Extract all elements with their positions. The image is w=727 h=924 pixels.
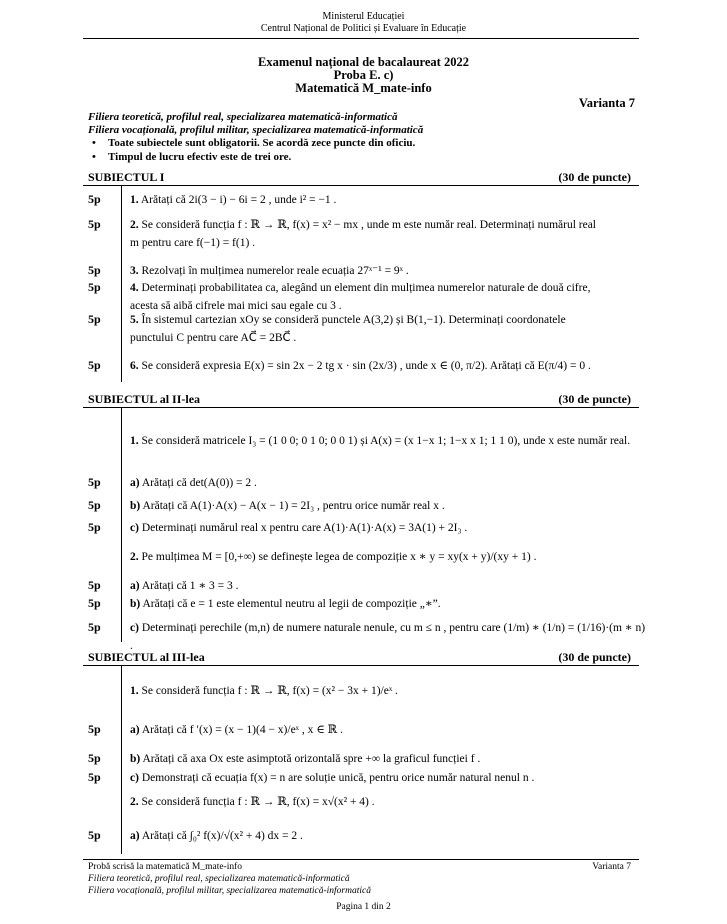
- points-label: 5p: [88, 770, 101, 784]
- question: 5. În sistemul cartezian xOy se consideră punctele A(3,2) și B(1,−1). Determinați coordonatele punctului C pentru care AC⃗ = 2BC⃗ .: [130, 314, 566, 344]
- points-label: 5p: [88, 828, 101, 842]
- question: 4. Determinați probabilitatea ca, alegând un element din mulțimea numerelor naturale de două cifre, acesta să aibă cifrele mai mici sau egale cu 3 .: [130, 282, 591, 312]
- instruction-bullet: • Toate subiectele sunt obligatorii. Se acordă zece puncte din oficiu.: [92, 137, 416, 149]
- points-label: 5p: [88, 596, 101, 610]
- points-label: 5p: [88, 217, 101, 231]
- section-title-3: SUBIECTUL al III-lea: [88, 650, 205, 664]
- question: 6. Se consideră expresia E(x) = sin 2x − 2 tg x · sin (2x/3) , unde x ∈ (0, π/2). Arătați că E(π/4) = 0 .: [130, 360, 591, 372]
- question: 1. Se consideră funcția f : ℝ → ℝ, f(x) = (x² − 3x + 1)/eˣ .: [130, 685, 398, 697]
- exam-probe: Proba E. c): [333, 68, 394, 82]
- points-label: 5p: [88, 620, 101, 634]
- section-divider: [83, 185, 639, 186]
- question-part: b) Arătați că axa Ox este asimptotă orizontală spre +∞ la graficul funcției f .: [130, 753, 481, 765]
- section-points-2: (30 de puncte): [558, 392, 631, 406]
- variant-label: Varianta 7: [578, 96, 635, 110]
- question-part: c) Demonstrați că ecuația f(x) = n are soluție unică, pentru orice număr natural nenul n .: [130, 772, 535, 784]
- footer-filiera-2: Filiera vocațională, profilul militar, specializarea matematică-informatică: [88, 886, 371, 896]
- points-label: 5p: [88, 578, 101, 592]
- exam-subject: Matematică M_mate-info: [295, 81, 432, 95]
- points-label: 5p: [88, 475, 101, 489]
- footer-filiera-1: Filiera teoretică, profilul real, specializarea matematică-informatică: [88, 874, 350, 884]
- points-label: 5p: [88, 263, 101, 277]
- question-part: c) Determinați perechile (m,n) de numere naturale nenule, cu m ≤ n , pentru care (1/m) ∗ (1/n) = (1/16)·(m ∗ n) .: [130, 622, 646, 652]
- section-points-1: (30 de puncte): [558, 170, 631, 184]
- question: 3. Rezolvați în mulțimea numerelor reale ecuația 27ˣ⁻¹ = 9ˣ .: [130, 265, 409, 277]
- question: 2. Se consideră funcția f : ℝ → ℝ, f(x) = x√(x² + 4) .: [130, 796, 375, 808]
- filiera-vocationala: Filiera vocațională, profilul militar, specializarea matematică-informatică: [88, 124, 424, 136]
- points-label: 5p: [88, 722, 101, 736]
- instruction-text: Toate subiectele sunt obligatorii. Se acordă zece puncte din oficiu.: [108, 137, 416, 149]
- footer-title: Probă scrisă la matematică M_mate-info: [88, 862, 243, 872]
- page-number: Pagina 1 din 2: [336, 902, 391, 912]
- instruction-bullet: • Timpul de lucru efectiv este de trei ore.: [92, 151, 292, 163]
- points-column-divider: [121, 666, 122, 854]
- points-column-divider: [121, 408, 122, 642]
- section-divider: [83, 665, 639, 666]
- question: 1. Arătați că 2i(3 − i) − 6i = 2 , unde i² = −1 .: [130, 194, 337, 206]
- filiera-teoretica: Filiera teoretică, profilul real, specializarea matematică-informatică: [88, 111, 398, 123]
- footer-variant: Varianta 7: [592, 862, 631, 872]
- section-points-3: (30 de puncte): [558, 650, 631, 664]
- points-label: 5p: [88, 358, 101, 372]
- question-part: a) Arătați că det(A(0)) = 2 .: [130, 477, 257, 489]
- points-label: 5p: [88, 751, 101, 765]
- question-part: a) Arătați că 1 ∗ 3 = 3 .: [130, 580, 239, 592]
- points-label: 5p: [88, 520, 101, 534]
- header-divider: [83, 38, 639, 39]
- question: 1. Se consideră matricele I₃ = (1 0 0; 0 1 0; 0 0 1) și A(x) = (x 1−x 1; 1−x x 1; 1 1 0), unde x este număr real.: [130, 435, 631, 447]
- instruction-text: Timpul de lucru efectiv este de trei ore.: [108, 151, 292, 163]
- section-divider: [83, 407, 639, 408]
- question: 2. Pe mulțimea M = [0,+∞) se definește legea de compoziție x ∗ y = xy(x + y)/(xy + 1) .: [130, 551, 537, 563]
- points-label: 5p: [88, 192, 101, 206]
- center-title: Centrul Național de Politici și Evaluare în Educație: [260, 23, 467, 34]
- exam-title: Examenul național de bacalaureat 2022: [258, 55, 469, 69]
- points-label: 5p: [88, 312, 101, 326]
- question-part: a) Arătați că f ′(x) = (x − 1)(4 − x)/eˣ , x ∈ ℝ .: [130, 724, 343, 736]
- question-part: c) Determinați numărul real x pentru care A(1)·A(1)·A(x) = 3A(1) + 2I₃ .: [130, 522, 468, 534]
- points-label: 5p: [88, 280, 101, 294]
- section-title-1: SUBIECTUL I: [88, 170, 165, 184]
- points-label: 5p: [88, 498, 101, 512]
- section-title-2: SUBIECTUL al II-lea: [88, 392, 201, 406]
- question-part: b) Arătați că A(1)·A(x) − A(x − 1) = 2I₃ , pentru orice număr real x .: [130, 500, 445, 512]
- footer-divider: [83, 859, 639, 860]
- question-part: b) Arătați că e = 1 este elementul neutru al legii de compoziție „∗”.: [130, 598, 441, 610]
- question-part: a) Arătați că ∫₀² f(x)/√(x² + 4) dx = 2 .: [130, 830, 303, 842]
- points-column-divider: [121, 186, 122, 382]
- question: 2. Se consideră funcția f : ℝ → ℝ, f(x) = x² − mx , unde m este număr real. Determinați numărul real m pentru care f(−1) = f(1) .: [130, 219, 597, 249]
- ministry-title: Ministerul Educației: [322, 11, 405, 22]
